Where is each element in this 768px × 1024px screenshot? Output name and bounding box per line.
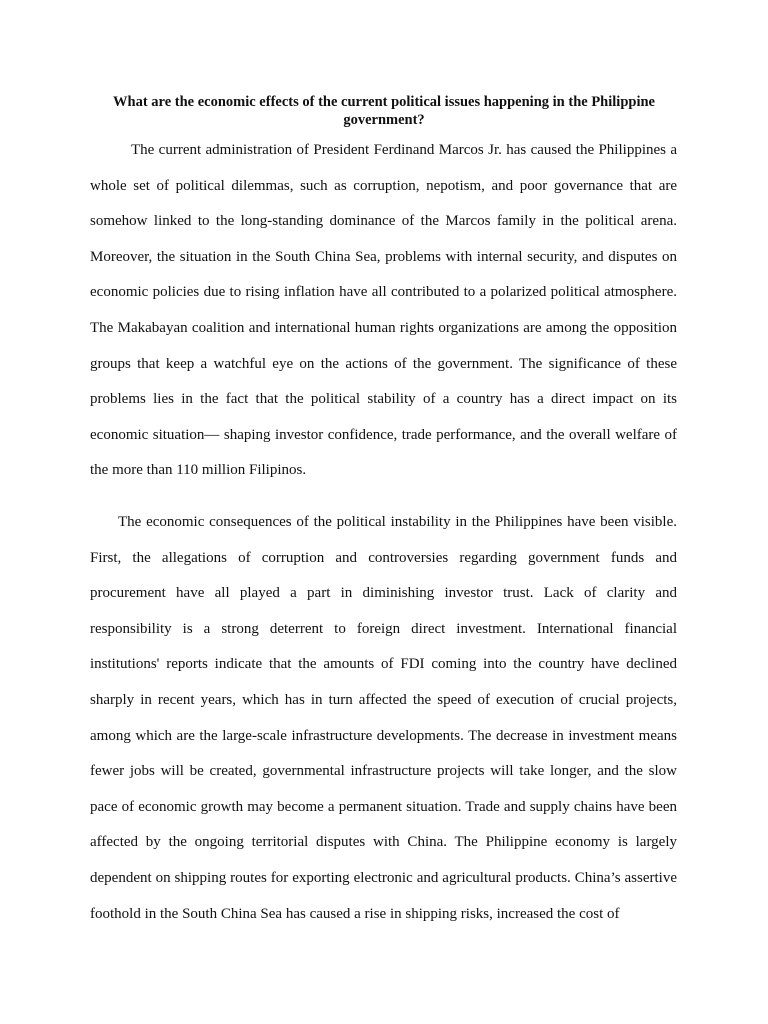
document-title: What are the economic effects of the current political issues happening in the Philippine government? <box>113 94 655 128</box>
paragraph-2: The economic consequences of the political instability in the Philippines have been visible. First, the allegations of corruption and controversies regarding government funds and procurement have all played a part in diminishing investor trust. Lack of clarity and responsibility is a strong deterrent to foreign direct investment. International financial institutions' reports indicate that the amounts of FDI coming into the country have declined sharply in recent years, which has in turn affected the speed of execution of crucial projects, among which are the large-scale infrastructure developments. The decrease in investment means fewer jobs will be created, governmental infrastructure projects will take longer, and the slow pace of economic growth may become a permanent situation. Trade and supply chains have been affected by the ongoing territorial disputes with China. The Philippine economy is largely dependent on shipping routes for exporting electronic and agricultural products. China’s assertive foothold in the South China Sea has caused a rise in shipping risks, increased the cost of <box>90 514 677 922</box>
paragraph-1: The current administration of President Ferdinand Marcos Jr. has caused the Philippines a whole set of political dilemmas, such as corruption, nepotism, and poor governance that are somehow linked to the long-standing dominance of the Marcos family in the political arena. Moreover, the situation in the South China Sea, problems with internal security, and disputes on economic policies due to rising inflation have all contributed to a polarized political atmosphere. The Makabayan coalition and international human rights organizations are among the opposition groups that keep a watchful eye on the actions of the government. The significance of these problems lies in the fact that the political stability of a country has a direct impact on its economic situation— shaping investor confidence, trade performance, and the overall welfare of the more than 110 million Filipinos. <box>90 142 677 479</box>
